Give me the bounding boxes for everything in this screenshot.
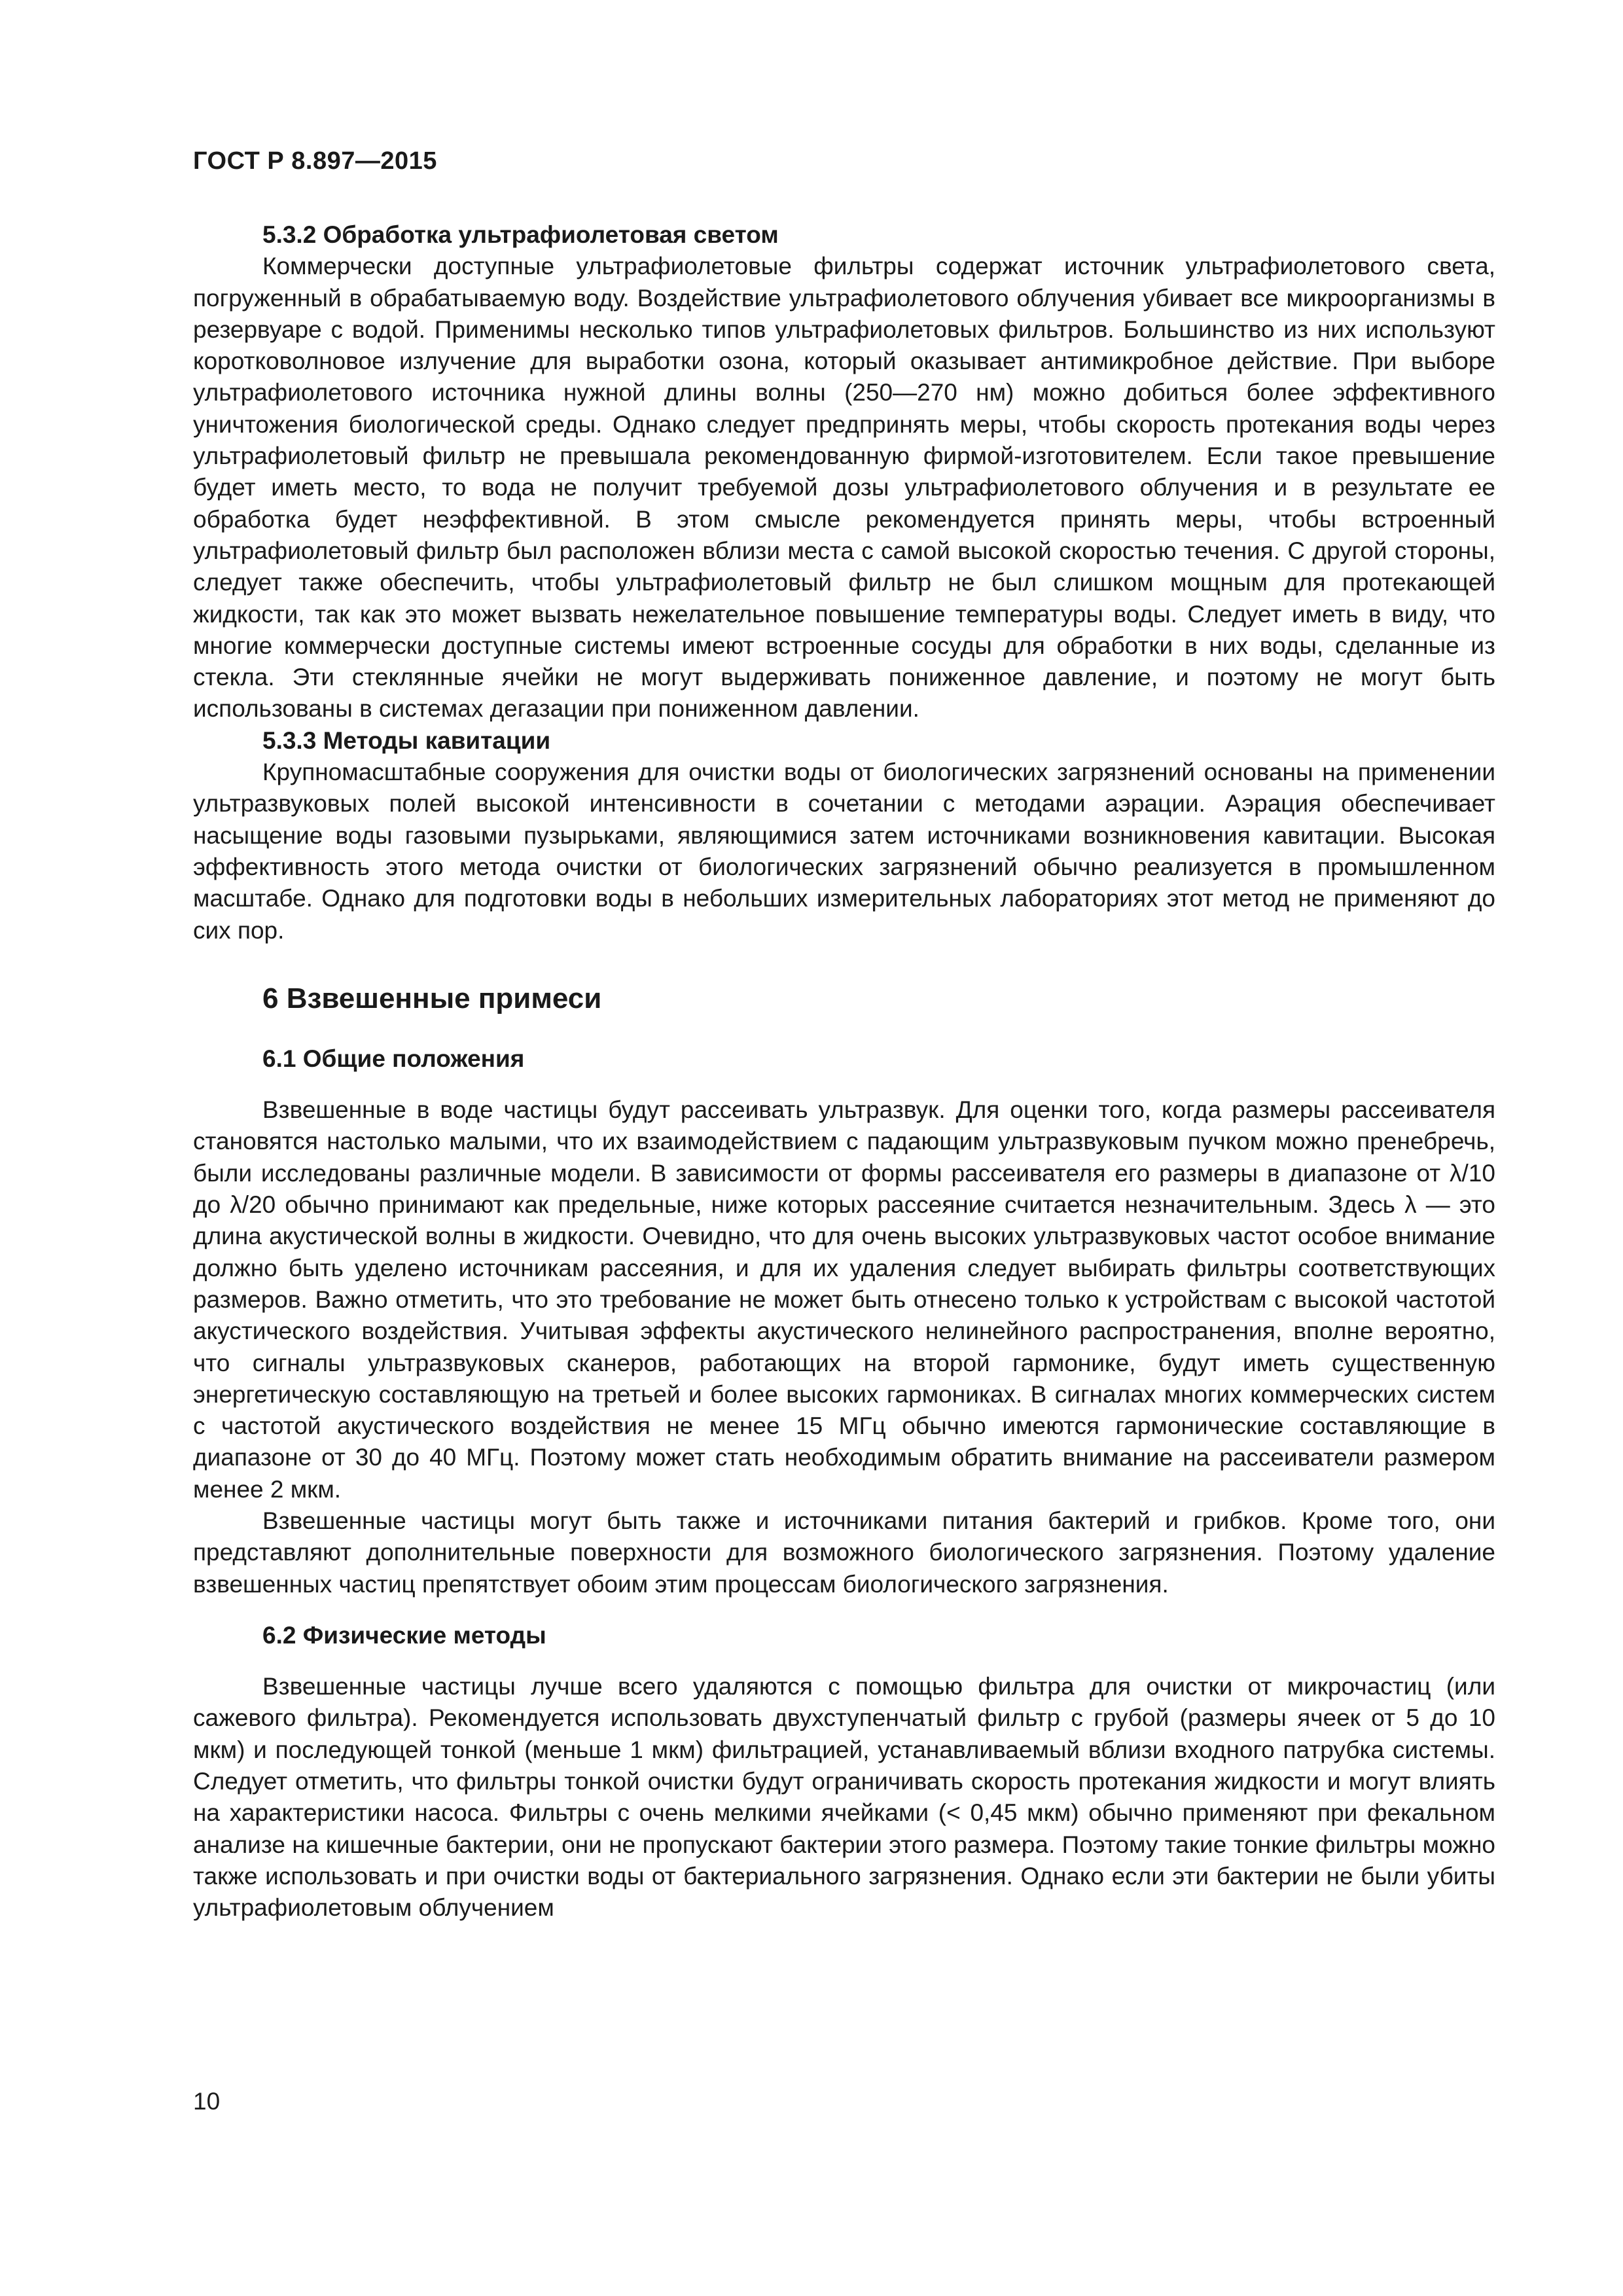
heading-5-3-3: 5.3.3 Методы кавитации: [262, 726, 551, 754]
document-body: [193, 219, 1495, 1924]
heading-6-2: 6.2 Физические методы: [262, 1621, 546, 1649]
heading-5-3-2: 5.3.2 Обработка ультрафиолетовая светом: [262, 221, 779, 248]
heading-6-1: 6.1 Общие положения: [262, 1045, 525, 1072]
paragraph-6-1-a: Взвешенные в воде частицы будут рассеивать ультразвук. Для оценки того, когда размеры рассеивателя становятся настолько малыми, что их взаимодействием с падающим ультразвуковым пучком можно пренебречь, были исследованы различные модели. В зависимости от формы рассеивателя его размеры в диапазоне от λ/10 до λ/20 обычно принимают как предельные, ниже которых рассеяние считается незначительным. Здесь λ — это длина акустической волны в жидкости. Очевидно, что для очень высоких ультразвуковых частот особое внимание должно быть уделено источникам рассеяния, и для их удаления следует выбирать фильтры соответствующих размеров. Важно отметить, что это требование не может быть отнесено только к устройствам с высокой частотой акустического воздействия. Учитывая эффекты акустического нелинейного распространения, вполне вероятно, что сигналы ультразвуковых сканеров, работающих на второй гармонике, будут иметь существенную энергетическую составляющую на третьей и более высоких гармониках. В сигналах многих коммерческих систем с частотой акустического воздействия не менее 15 МГц обычно имеются гармонические составляющие в диапазоне от 30 до 40 МГц. Поэтому может стать необходимым обратить внимание на рассеиватели размером менее 2 мкм.: [193, 1096, 1495, 1503]
standard-code-header: ГОСТ Р 8.897—2015: [193, 147, 437, 175]
paragraph-6-2: Взвешенные частицы лучше всего удаляются с помощью фильтра для очистки от микрочастиц (или сажевого фильтра). Рекомендуется использовать двухступенчатый фильтр с грубой (размеры ячеек от 5 до 10 мкм) и последующей тонкой (меньше 1 мкм) фильтрацией, устанавливаемый вблизи входного патрубка системы. Следует отметить, что фильтры тонкой очистки будут ограничивать скорость протекания жидкости и могут влиять на характеристики насоса. Фильтры с очень мелкими ячейками (< 0,45 мкм) обычно применяют при фекальном анализе на кишечные бактерии, они не пропускают бактерии этого размера. Поэтому такие тонкие фильтры можно также использовать и при очистки воды от бактериального загрязнения. Однако если эти бактерии не были убиты ультрафиолетовым облучением: [193, 1673, 1495, 1922]
heading-section-6: 6 Взвешенные примеси: [262, 982, 602, 1014]
paragraph-5-3-3: Крупномасштабные сооружения для очистки воды от биологических загрязнений основаны на применении ультразвуковых полей высокой интенсивности в сочетании с методами аэрации. Аэрация обеспечивает насыщение воды газовыми пузырьками, являющимися затем источниками возникновения кавитации. Высокая эффективность этого метода очистки от биологических загрязнений обычно реализуется в промышленном масштабе. Однако для подготовки воды в небольших измерительных лабораториях этот метод не применяют до сих пор.: [193, 759, 1495, 944]
paragraph-5-3-2: Коммерчески доступные ультрафиолетовые фильтры содержат источник ультрафиолетового света, погруженный в обрабатываемую воду. Воздействие ультрафиолетового облучения убивает все микроорганизмы в резервуаре с водой. Применимы несколько типов ультрафиолетовых фильтров. Большинство из них используют коротковолновое излучение для выработки озона, который оказывает антимикробное действие. При выборе ультрафиолетового источника нужной длины волны (250—270 нм) можно добиться более эффективного уничтожения биологической среды. Однако следует предпринять меры, чтобы скорость протекания воды через ультрафиолетовый фильтр не превышала рекомендованную фирмой-изготовителем. Если такое превышение будет иметь место, то вода не получит требуемой дозы ультрафиолетового облучения и в результате ее обработка будет неэффективной. В этом смысле рекомендуется принять меры, чтобы встроенный ультрафиолетовый фильтр был расположен вблизи места с самой высокой скоростью течения. С другой стороны, следует также обеспечить, чтобы ультрафиолетовый фильтр не был слишком мощным для протекающей жидкости, так как это может вызвать нежелательное повышение температуры воды. Следует иметь в виду, что многие коммерчески доступные системы имеют встроенные сосуды для обработки в них воды, сделанные из стекла. Эти стеклянные ячейки не могут выдерживать пониженное давление, и поэтому не могут быть использованы в системах дегазации при пониженном давлении.: [193, 253, 1495, 723]
paragraph-6-1-b: Взвешенные частицы могут быть также и источниками питания бактерий и грибков. Кроме того, они представляют дополнительные поверхности для возможного биологического загрязнения. Поэтому удаление взвешенных частиц препятствует обоим этим процессам биологического загрязнения.: [193, 1507, 1495, 1598]
page-number: 10: [193, 2088, 221, 2115]
